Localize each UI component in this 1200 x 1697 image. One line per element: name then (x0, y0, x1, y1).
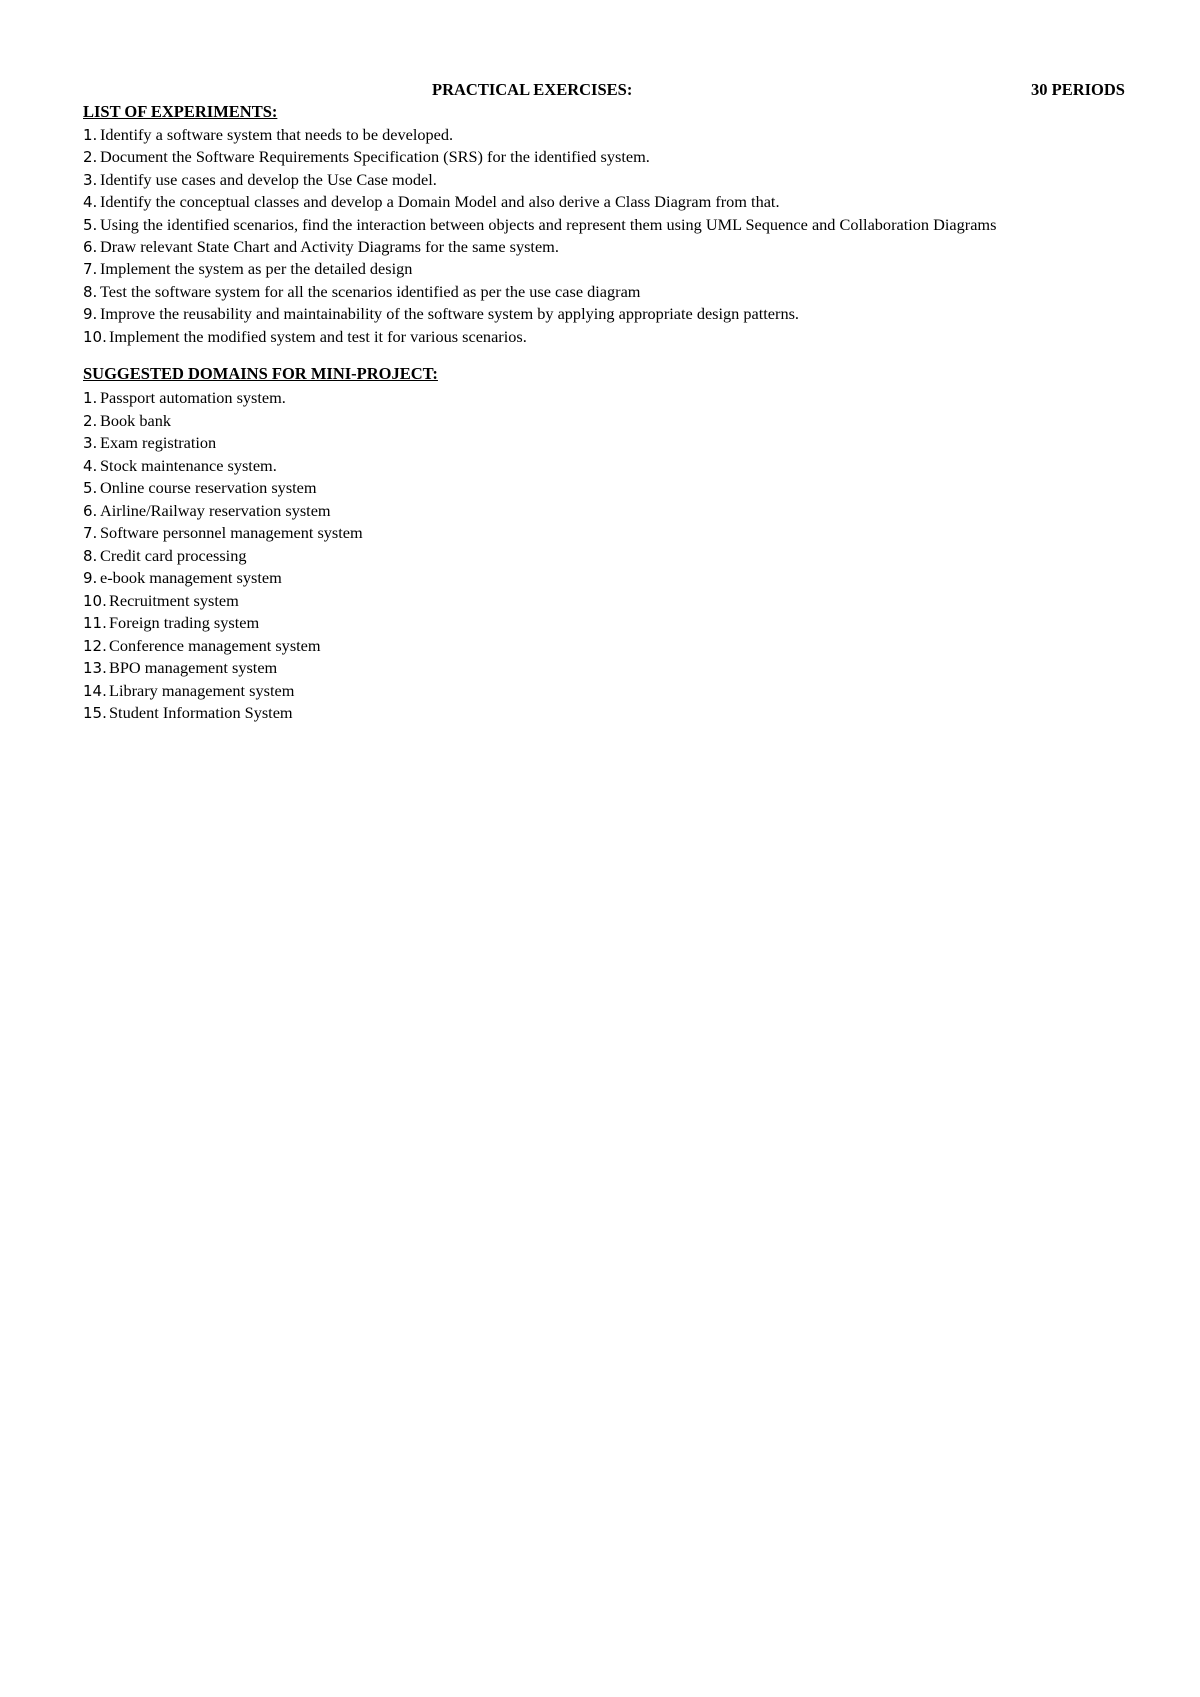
list-item (83, 522, 1143, 545)
item-text: Recruitment system (109, 590, 239, 610)
list-item (83, 590, 1143, 613)
periods-label: 30 PERIODS (1031, 80, 1125, 99)
item-number: 7. (83, 524, 98, 542)
item-text: Implement the modified system and test it for various scenarios. (109, 326, 527, 346)
list-item (83, 455, 1143, 478)
item-text: Exam registration (100, 433, 217, 452)
item-text: Online course reservation system (100, 478, 317, 497)
item-number: 12. (83, 636, 107, 655)
item-text: Using the identified scenarios, find the interaction between objects and represent them using UML Sequence and Collaboration Diagrams (100, 214, 997, 234)
list-item (83, 477, 1143, 500)
list-item (83, 236, 1143, 258)
item-text: Improve the reusability and maintainability of the software system by applying appropriate design patterns. (100, 304, 800, 324)
item-number: 4. (83, 193, 98, 212)
item-number: 7. (83, 260, 98, 279)
item-text: Software personnel management system (100, 523, 363, 542)
item-number: 10. (83, 327, 107, 346)
list-item (83, 567, 1143, 590)
item-text: Foreign trading system (109, 613, 260, 632)
item-text: BPO management system (109, 658, 278, 677)
list-item (83, 545, 1143, 568)
item-text: Conference management system (109, 635, 321, 655)
experiments-list (83, 124, 1143, 348)
domains-list (83, 387, 1143, 725)
item-text: Credit card processing (100, 545, 247, 565)
list-item (83, 258, 1143, 280)
domains-heading: SUGGESTED DOMAINS FOR MINI-PROJECT: (83, 364, 438, 383)
list-item (83, 214, 1143, 236)
item-number: 9. (83, 305, 98, 324)
item-number: 3. (83, 434, 98, 452)
page-header (83, 80, 1125, 104)
list-item (83, 124, 1143, 146)
list-item (83, 387, 1143, 410)
item-number: 5. (83, 215, 98, 234)
item-text: Test the software system for all the scenarios identified as per the use case diagram (100, 281, 641, 301)
list-item (83, 191, 1143, 213)
list-item (83, 281, 1143, 303)
item-text: Student Information System (109, 703, 293, 722)
item-number: 2. (83, 148, 98, 167)
item-number: 2. (83, 411, 98, 430)
item-number: 13. (83, 659, 107, 677)
item-number: 1. (83, 389, 98, 407)
list-item (83, 326, 1143, 348)
item-text: Passport automation system. (100, 388, 286, 407)
list-item (83, 169, 1143, 191)
item-text: Book bank (100, 410, 171, 430)
item-text: Implement the system as per the detailed design (100, 259, 413, 279)
item-number: 15. (83, 704, 107, 722)
item-text: Airline/Railway reservation system (100, 500, 331, 520)
list-item (83, 657, 1143, 680)
list-item (83, 702, 1143, 725)
item-text: Draw relevant State Chart and Activity Diagrams for the same system. (100, 236, 559, 256)
item-text: Document the Software Requirements Specification (SRS) for the identified system. (100, 147, 650, 167)
item-number: 6. (83, 237, 98, 256)
list-item (83, 680, 1143, 703)
list-item (83, 432, 1143, 455)
item-text: Identify the conceptual classes and develop a Domain Model and also derive a Class Diagram from that. (100, 192, 780, 212)
item-text: Library management system (109, 680, 295, 700)
list-item (83, 635, 1143, 658)
page-title: PRACTICAL EXERCISES: (432, 80, 633, 99)
item-number: 9. (83, 569, 98, 587)
item-text: Stock maintenance system. (100, 455, 277, 475)
list-item (83, 500, 1143, 523)
item-number: 8. (83, 282, 98, 301)
list-item (83, 303, 1143, 325)
item-number: 11. (83, 614, 107, 632)
item-text: Identify a software system that needs to be developed. (100, 125, 454, 144)
item-text: Identify use cases and develop the Use Case model. (100, 169, 437, 189)
item-number: 14. (83, 681, 107, 700)
item-number: 6. (83, 501, 98, 520)
item-number: 8. (83, 546, 98, 565)
item-number: 5. (83, 479, 98, 497)
item-number: 10. (83, 591, 107, 610)
item-number: 4. (83, 456, 98, 475)
list-item (83, 146, 1143, 168)
list-item (83, 612, 1143, 635)
item-text: e-book management system (100, 568, 282, 587)
experiments-heading: LIST OF EXPERIMENTS: (83, 102, 278, 121)
list-item (83, 410, 1143, 433)
item-number: 1. (83, 126, 98, 144)
item-number: 3. (83, 170, 98, 189)
